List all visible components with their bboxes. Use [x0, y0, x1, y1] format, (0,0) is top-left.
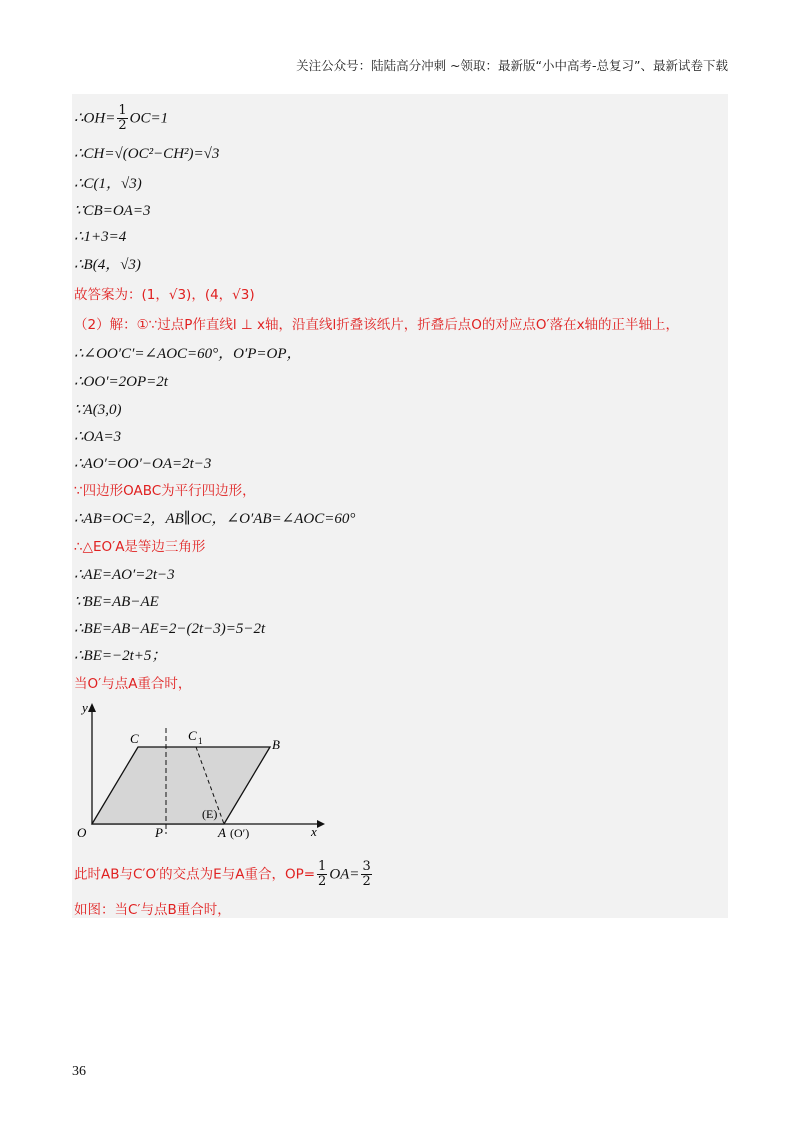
parallelogram-oabc: [92, 747, 270, 824]
solution-line: ∴BE=AB−AE=2−(2t−3)=5−2t: [74, 621, 266, 637]
solution-line: ∵CB=OA=3: [74, 203, 151, 219]
label-c1: C: [188, 728, 197, 743]
fraction-denominator: 2: [118, 118, 127, 133]
solution-line: ∵四边形OABC为平行四边形，: [74, 483, 256, 499]
part2-intro: （2）解：①∵过点P作直线l ⊥ x轴，沿直线l折叠该纸片，折叠后点O的对应点O′落在x轴的正半轴上，: [74, 317, 680, 333]
line-pre: ∴OH=: [74, 110, 116, 127]
page-header: 关注公众号：陆陆高分冲刺 ~领取：最新版“小中高考-总复习”、最新试卷下载: [296, 58, 728, 73]
label-a: A: [218, 825, 226, 840]
solution-line: ∴AE=AO′=2t−3: [74, 567, 175, 583]
solution-line: ∴1+3=4: [74, 229, 127, 245]
fraction-denominator: 2: [362, 874, 371, 889]
answer-line: 故答案为：(1，√3)，(4，√3): [74, 287, 255, 303]
fraction: [361, 860, 371, 889]
fraction-denominator: 2: [318, 874, 327, 889]
label-e: (E): [202, 807, 218, 821]
solution-line: [74, 104, 168, 133]
label-p: P: [155, 825, 163, 840]
solution-line: ∴AO′=OO′−OA=2t−3: [74, 456, 212, 472]
fraction-numerator: 3: [362, 859, 371, 874]
label-b: B: [272, 737, 280, 752]
solution-line: ∴C(1，√3): [74, 176, 142, 192]
solution-line: ∴OO′=2OP=2t: [74, 374, 168, 390]
solution-line: ∴CH=√(OC²−CH²)=√3: [74, 146, 220, 162]
label-c1-sub: 1: [198, 736, 203, 746]
solution-line: ∴OA=3: [74, 429, 122, 445]
label-c: C: [130, 731, 139, 746]
fraction-numerator: 1: [118, 103, 127, 118]
solution-line: ∵BE=AB−AE: [74, 594, 159, 610]
solution-line: ∴∠OO′C′=∠AOC=60°，O′P=OP，: [74, 346, 302, 362]
line-post: OC=1: [129, 110, 169, 127]
solution-line: ∴△EO′A是等边三角形: [74, 539, 206, 555]
label-o-prime: (O′): [230, 826, 250, 840]
fraction: [117, 104, 127, 133]
solution-line: ∴B(4，√3): [74, 257, 141, 273]
solution-line: ∴BE=−2t+5；: [74, 648, 167, 664]
solution-line: 当O′与点A重合时，: [74, 676, 192, 692]
solution-line: ∴AB=OC=2，AB∥OC，∠O′AB=∠AOC=60°: [74, 511, 356, 527]
parallelogram-figure: [72, 700, 332, 842]
next-case-line: 如图：当C′与点B重合时，: [74, 902, 231, 918]
coincide-text: 此时AB与C′O′的交点为E与A重合，OP=: [74, 866, 316, 883]
fraction: [317, 860, 327, 889]
coincide-line: [74, 860, 374, 889]
coincide-mid: OA=: [329, 866, 360, 883]
page-number: 36: [72, 1064, 86, 1079]
x-label: x: [311, 824, 317, 839]
y-label: y: [82, 700, 88, 715]
y-axis-arrow: [88, 703, 96, 712]
x-axis-arrow: [317, 820, 325, 828]
solution-line: ∵A(3,0): [74, 402, 122, 418]
label-o: O: [77, 825, 87, 840]
fraction-numerator: 1: [318, 859, 327, 874]
